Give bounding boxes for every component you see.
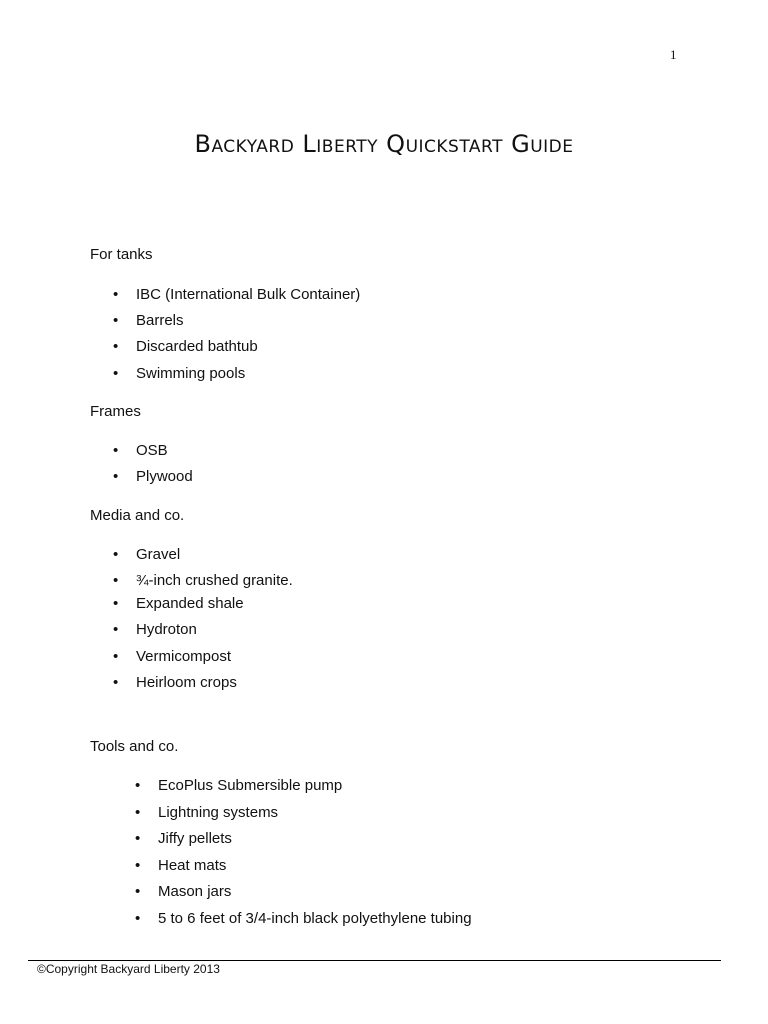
bullet-icon: • [113,621,119,638]
section-heading-frames: Frames [90,403,141,420]
list-item: • Discarded bathtub [113,338,258,355]
list-item: • Jiffy pellets [135,830,232,847]
bullet-icon: • [113,648,119,665]
bullet-icon: • [113,338,119,355]
bullet-icon: • [135,830,141,847]
bullet-icon: • [113,546,119,563]
bullet-icon: • [135,777,141,794]
list-item: • Hydroton [113,621,197,638]
list-item: • Barrels [113,312,184,329]
list-frames [113,441,193,487]
section-heading-tools: Tools and co. [90,738,179,755]
list-item: • Heirloom crops [113,674,237,691]
bullet-icon: • [113,442,119,459]
copyright-notice: ©Copyright Backyard Liberty 2013 [37,962,220,976]
section-heading-media: Media and co. [90,507,185,524]
bullet-icon: • [113,365,119,382]
document-title: Backyard Liberty Quickstart Guide [194,130,574,158]
list-item: • IBC (International Bulk Container) [113,286,361,303]
list-item: • Swimming pools [113,365,246,382]
bullet-icon: • [113,595,119,612]
bullet-icon: • [135,910,141,927]
section-heading-tanks: For tanks [90,246,153,263]
list-item: • Lightning systems [135,804,279,821]
list-item: • Heat mats [135,857,227,874]
footer-divider [28,960,721,961]
bullet-icon: • [113,572,119,589]
page-number: 1 [670,47,677,62]
bullet-icon: • [135,804,141,821]
list-tanks [113,285,361,384]
bullet-icon: • [135,883,141,900]
list-item: • Expanded shale [113,595,244,612]
list-item: • Gravel [113,546,181,563]
bullet-icon: • [113,468,119,485]
bullet-icon: • [113,286,119,303]
list-media [113,545,293,693]
list-item: • Plywood [113,468,193,485]
list-item: • OSB [113,442,168,459]
list-item: • Vermicompost [113,648,232,665]
bullet-icon: • [135,857,141,874]
list-item: • EcoPlus Submersible pump [135,777,343,794]
list-item: • Mason jars [135,883,232,900]
bullet-icon: • [113,674,119,691]
bullet-icon: • [113,312,119,329]
list-item: • ¾-inch crushed granite. [113,572,293,589]
list-item: • 5 to 6 feet of 3/4-inch black polyethylene tubing [135,910,472,927]
list-tools [135,776,472,929]
